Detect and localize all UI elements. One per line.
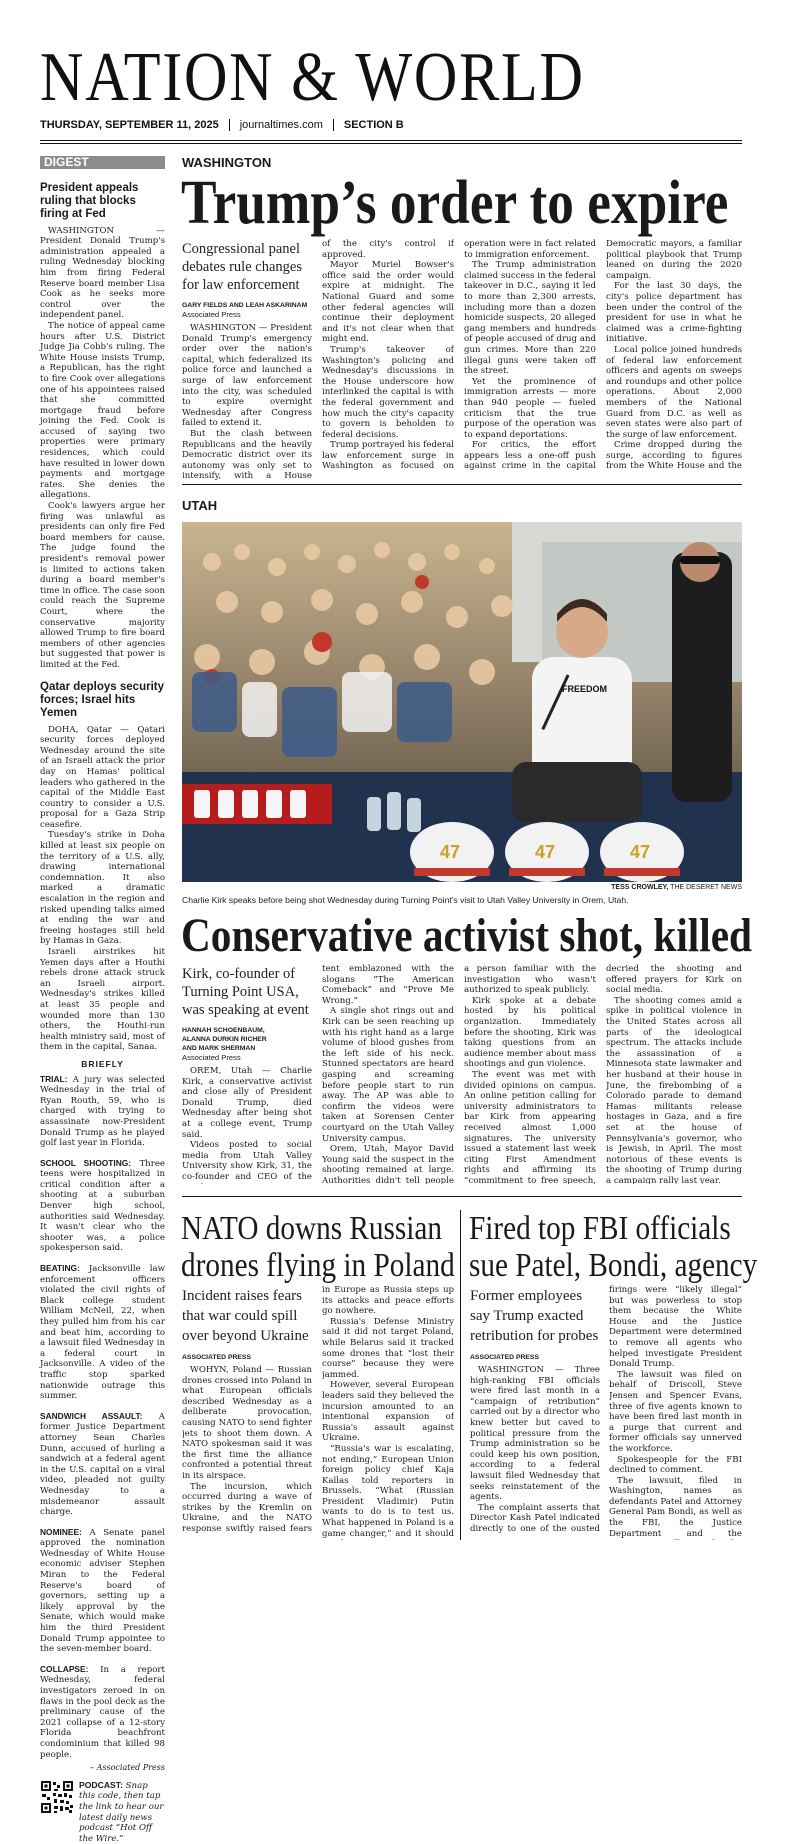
article-column [182,1365,312,1535]
brief-text: A jury was selected Wednesday in the trial of Ryan Routh, 59, who is charged with trying to assassinate now-President Donald Trump as he played golf last year in Florida. [40,1074,165,1149]
hat-number: 47 [630,842,651,862]
headline-line: Fired top FBI officials [469,1210,731,1247]
agency-utah: Associated Press [182,1053,241,1062]
paragraph: Trump's takeover of Washington's policing and Wednesday's discussions in the House underscore how interlinked the capital is with the federal government and how much the city's capacity to govern is beholden to federal decisions. [322,344,454,440]
paragraph: WASHINGTON — President Donald Trump's administration appealed a ruling Wednesday blocking him from firing Federal Reserve board member Lisa Cook as he seeks more control over the independent panel. [40,225,165,321]
dateline-divider [229,119,230,131]
article-column [182,1066,312,1184]
paragraph: A single shot rings out and Kirk can be seen reaching up with his right hand as a large volume of blood gushes from the left side of his neck. Stunned spectators are heard gasping and screaming before people start to run away. The AP was able to confirm the videos were taken at Sorensen Center courtyard on the Utah Valley University campus. [322,1006,454,1144]
brief-item [40,1074,165,1149]
brief-text: Jacksonville law enforcement officers violated the civil rights of Black college student William McNeil, 22, when they pulled him from his car and beat him, according to a lawsuit filed Wednesday in a federal court in Jacksonville. A video of the traffic stop sparked nationwide outrage this summer. [40,1264,165,1402]
article-column [470,1365,600,1535]
digest-sidebar [40,156,165,1844]
deck-fbi: Former employees say Trump exacted retribution for probes [470,1288,599,1344]
paragraph: of the city's control if approved. [322,239,454,260]
brief-lead: BEATING: [40,1263,80,1274]
masthead-title: NATION & WORLD [40,39,585,116]
podcast-body: Snap this code, then tap the link to hear our latest daily news podcast “Hot Off the Wire.” [79,1780,164,1844]
headline-nato[interactable] [181,1210,457,1284]
article-column [464,964,596,1184]
paragraph: However, several European leaders said they believed the incursion amounted to an intentional expansion of Russia's assault against Ukraine. [322,1380,454,1444]
deck-washington: Congressional panel debates rule changes for law enforcement [182,241,302,293]
byline-line: HANNAH SCHOENBAUM, [182,1027,265,1034]
headline-washington[interactable]: Trump’s order to expire [181,169,729,237]
photo-kirk-speaking [182,522,742,882]
digest-story-fed [40,226,165,671]
digest-headline-qatar: Qatar deploys security forces; Israel hits Yemen [40,680,164,719]
paragraph: WOHYN, Poland — Russian drones crossed into Poland in what European officials described Wednesday as a deliberate provocation, causing NATO to send fighter jets to shoot them down. A NATO spokesman said it was the first time the alliance confronted a potential threat in its airspace. [182,1365,312,1481]
paragraph: a person familiar with the investigation who wasn't authorized to speak publicly. [464,964,596,996]
paragraph: For critics, the effort appears less a one-off push against crime in the capital [464,440,596,471]
paragraph: “Russia's war is escalating, not ending,” European Union foreign policy chief Kaja Kallas told reporters in Brussels. “What (Russian President Vladimir) Putin wants to do is to test us. What happened in Poland is a game changer,” and it should [322,1443,454,1539]
hat-number: 47 [440,842,461,862]
brief-text: A former Justice Department attorney Sean Charles Dunn, accused of hurling a sandwich at a federal agent in the U.S. capital on a viral video, pleaded not guilty Wednesday to a misdemeanor assault charge. [40,1411,165,1518]
column-divider [460,1210,461,1540]
brief-lead: SANDWICH ASSAULT: [40,1410,143,1421]
podcast-text [79,1780,165,1844]
masthead-rule [40,140,742,141]
article-column [464,239,596,471]
paragraph: The incursion, which occurred during a wave of strikes by the Kremlin on Ukraine, and the NATO response swiftly raised fears [182,1481,312,1534]
article-column [182,323,312,481]
brief-item [40,1527,165,1655]
article-column [609,1285,742,1540]
paragraph: tent emblazoned with the slogans “The American Comeback” and “Prove Me Wrong.” [322,964,454,1006]
briefs-credit: – Associated Press [90,1763,165,1773]
brief-item [40,1263,165,1402]
paragraph: For the last 30 days, the city's police department has been under the control of the president for use in what he claimed was a crime-fighting initiative. [606,281,742,345]
masthead-rule [40,143,742,144]
paragraph: The shooting comes amid a spike in political violence in the United States across all parts of the ideological spectrum. The attacks include the assassination of a Minnesota state lawmaker and her husband at their house in June, the firebombing of a Colorado parade to demand Hamas militants release hostages in Gaza, and a fire set at the house of Pennsylvania's governor, who is Jewish, in April. The most notorious of these events is the shooting of Trump during a campaign rally last year. [606,995,742,1184]
issue-date: THURSDAY, SEPTEMBER 11, 2025 [40,119,219,131]
paragraph: The notice of appeal came hours after U.S. District Judge Jia Cobb's ruling. The White House insists Trump, a Republican, has the right to fire Cook over allegations one of his appointees raised that she committed mortgage fraud before joining the Fed. Cook is accused of saying two properties were primary residences, which could have resulted in lower down payments and mortgage rates. She denies the allegations. [40,320,165,501]
fbi-deck-block [470,1286,600,1535]
dateline-divider [333,119,334,131]
paragraph: Yet the prominence of immigration arrests — more than 940 people — fueled criticism that the true purpose of the operation was to expand deportations. [464,376,596,440]
byline-line: ALANNA DURKIN RICHER [182,1036,267,1043]
paragraph: But the clash between Republicans and the heavily Democratic district over its autonomy was only set to intensify, with a House [182,428,312,481]
headline-line: sue Patel, Bondi, agency [469,1247,758,1284]
deck-nato: Incident raises fears that war could spill over beyond Ukraine [182,1288,309,1344]
paragraph: Russia's Defense Ministry said it did not target Poland, while Belarus said it tracked some drones that “lost their course” because they were jammed. [322,1316,454,1380]
headline-line: drones flying in Poland [181,1247,455,1284]
article-column [606,239,742,471]
paragraph: The lawsuit, filed in Washington, names as defendants Patel and Attorney General Pam Bondi, as well as the FBI, the Justice Department and the [609,1475,742,1539]
paragraph: Local police joined hundreds of federal law enforcement officers and agents on sweeps and roundups and other police operations. About 2,000 members of the National Guard from D.C. as well as seven states were also part of the surge of law enforcement. [606,344,742,440]
brief-item [40,1158,165,1254]
kicker-utah: UTAH [182,498,218,513]
photo-credit [182,884,742,891]
byline-utah [182,1026,312,1053]
paragraph: Spokespeople for the FBI declined to comment. [609,1454,742,1476]
headline-utah[interactable]: Conservative activist shot, killed [181,909,753,962]
brief-lead: TRIAL: [40,1073,68,1084]
article-column [322,1285,454,1540]
paragraph: Israeli airstrikes hit Yemen days after a Houthi rebels drone attack struck an Israeli airport. Wednesday's strikes killed at least 35 people and wounded more than 130 others, the Houthi-run health ministry said, most of them in the capital, Sanaa. [40,947,165,1053]
digest-story-qatar [40,725,165,1053]
brief-text: A Senate panel approved the nomination Wednesday of White House economic adviser Stephen Miran to the Federal Reserve's board of governors, setting up a likely approval by the Senate, which would make him the third President Donald Trump appointee to the seven-member board. [40,1527,165,1655]
brief-lead: SCHOOL SHOOTING: [40,1157,132,1168]
nato-deck-block [182,1286,312,1535]
paragraph: The complaint asserts that Director Kash Patel indicated directly to one of the ousted [470,1502,600,1534]
article-column [322,239,454,471]
section-label: SECTION B [343,119,404,131]
paragraph: firings were “likely illegal” but was powerless to stop them because the White House and the Justice Department were determined to remove all agents who helped investigate President Donald Trump. [609,1285,742,1370]
paragraph: decried the shooting and offered prayers for Kirk on social media. [606,964,742,996]
paragraph: in Europe as Russia steps up its attacks and peace efforts go nowhere. [322,1285,454,1317]
article-column [606,964,742,1184]
paragraph: Crime dropped during the surge, according to figures from the White House and the [606,440,742,471]
briefly-label: BRIEFLY [81,1058,124,1069]
news-photo[interactable] [182,522,742,882]
headline-line: NATO downs Russian [181,1210,443,1247]
paragraph: WASHINGTON — President Donald Trump's emergency order over the nation's capital, which federalized its police force and launched a surge of law enforcement into the city, was scheduled to expire overnight Wednesday after Congress failed to extend it. [182,323,312,429]
podcast-lead: PODCAST: [79,1779,123,1790]
paragraph: Trump portrayed his federal law enforcement surge in Washington as focused on [322,440,454,471]
byline-line: AND MARK SHERMAN [182,1045,256,1052]
utah-deck-block [182,965,312,1184]
brief-lead: COLLAPSE: [40,1663,89,1674]
brief-item [40,1664,165,1760]
site-link[interactable]: journaltimes.com [239,119,323,131]
paragraph: The lawsuit was filed on behalf of Driscoll, Steve Jensen and Spencer Evans, three of five agents known to have been fired last month in a purge that current and former officials say unnerved the workforce. [609,1369,742,1454]
headline-fbi[interactable] [469,1210,758,1284]
agency-fbi: ASSOCIATED PRESS [470,1354,539,1361]
byline-washington: GARY FIELDS AND LEAH ASKARINAM [182,302,308,309]
article-column [322,964,454,1184]
paragraph: Videos posted to social media from Utah Valley University show Kirk, 31, the co-founder and CEO of the [182,1140,312,1182]
digest-label: DIGEST [40,156,165,169]
agency-washington: Associated Press [182,310,241,319]
washington-deck-block [182,240,312,481]
masthead-dateline [40,119,404,131]
paragraph: WASHINGTON — Three high-ranking FBI officials were fired last month in a “campaign of retribution” carried out by a director who knew better but caved to political pressure from the Trump administration so he could keep his own position, according to a federal lawsuit filed Wednesday that seeks reinstatement of the agents. [470,1365,600,1503]
photo-credit-org: THE DESERET NEWS [668,884,742,891]
paragraph: Mayor Muriel Bowser's office said the order would expire at midnight. The National Guard and some other federal agencies will continue their deployment and it's not clear when that might end. [322,260,454,345]
deck-utah: Kirk, co-founder of Turning Point USA, was speaking at event [182,966,309,1018]
paragraph: DOHA, Qatar — Qatari security forces deployed Wednesday around the site of an Israeli attack the prior day on Hamas' political leaders who gathered in the capital of the Middle East country to consider a U.S. proposal for a Gaza Strip ceasefire. [40,724,165,830]
photo-credit-name: TESS CROWLEY, [611,884,669,891]
shirt-text: FREEDOM [562,684,607,694]
kicker-washington: WASHINGTON [182,155,272,170]
paragraph: Orem, Utah, Mayor David Young said the suspect in the shooting remained at large. Authorities didn't tell people [322,1144,454,1184]
brief-text: Three teens were hospitalized in critical condition after a shooting at a suburban Denver high school, authorities said Wednesday. It wasn't clear who the shooter was, a police spokesperson said. [40,1158,165,1254]
paragraph: Cook's lawyers argue her firing was unlawful as presidents can only fire Fed board members for cause. The judge found the president's removal power is limited to actions taken during a board member's time in office. The case soon could reach the Supreme Court, where the conservative majority allowed Trump to fire board members of other agencies but suggested that power is limited at the Fed. [40,501,165,670]
paragraph: Tuesday's strike in Doha killed at least six people on the territory of a U.S. ally, drawing international condemnation. It also marked a dramatic escalation in the region and risked upending talks aimed at ending the war and freeing hostages still held by Hamas in Gaza. [40,830,165,947]
section-divider [182,1196,742,1197]
paragraph: The event was met with divided opinions on campus. An online petition calling for university administrators to bar Kirk from appearing received almost 1,000 signatures. The university issued a statement last week citing First Amendment rights and affirming its “commitment to free speech, [464,1069,596,1184]
agency-nato: ASSOCIATED PRESS [182,1354,251,1361]
qr-code-icon[interactable] [40,1780,74,1814]
digest-headline-fed: President appeals ruling that blocks firing at Fed [40,181,139,220]
brief-item [40,1411,165,1518]
paragraph: Democratic mayors, a familiar political playbook that Trump leaned on during the 2020 campaign. [606,239,742,281]
section-divider [182,484,742,485]
hat-number: 47 [535,842,556,862]
paragraph: OREM, Utah — Charlie Kirk, a conservative activist and close ally of President Donald Trump, died Wednesday after being shot at a college event, Trump said. [182,1066,312,1140]
brief-text: In a report Wednesday, federal investigators zeroed in on flaws in the pool deck as the preliminary cause of the 2021 collapse of a 12-story Florida beachfront condominium that killed 98 people. [40,1664,165,1760]
paragraph: operation were in fact related to immigration enforcement. [464,239,596,260]
photo-caption: Charlie Kirk speaks before being shot Wednesday during Turning Point's visit to Utah Valley University in Orem, Utah. [182,895,629,905]
paragraph: The Trump administration claimed success in the federal takeover in D.C., saying it led to more than 2,300 arrests, including more than a dozen homicide suspects, 20 alleged gang members and hundreds of people accused of drug and gun crimes. More than 220 illegal guns were taken off the street. [464,260,596,377]
paragraph: Kirk spoke at a debate hosted by his political organization. Immediately before the shooting, Kirk was taking questions from an audience member about mass shootings and gun violence. [464,995,596,1070]
podcast-promo [40,1780,165,1844]
brief-lead: NOMINEE: [40,1526,82,1537]
